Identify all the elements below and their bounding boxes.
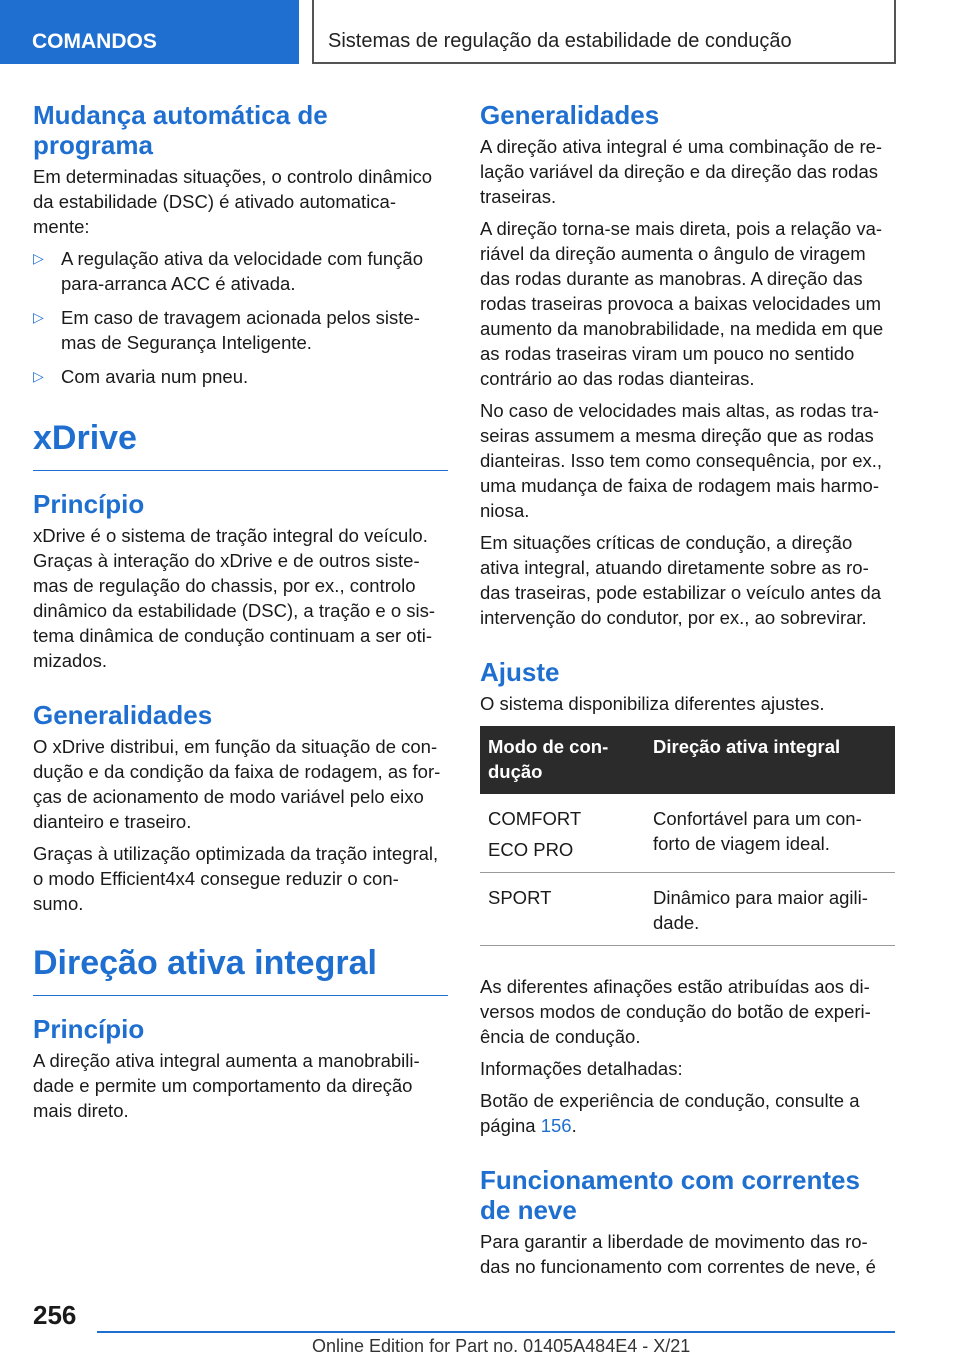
page-number: 256	[33, 1300, 77, 1330]
section-heading-principio: Princípio	[33, 1014, 145, 1044]
table-header-row	[480, 726, 895, 794]
paragraph: A direção ativa integral aumenta a manobrabili-dade e permite um comportamento da direção mais direto.	[33, 1050, 420, 1121]
page-header	[0, 0, 960, 66]
paragraph: Informações detalhadas:	[480, 1058, 683, 1079]
paragraph: Botão de experiência de condução, consulte a página 156.	[480, 1090, 860, 1136]
paragraph: xDrive é o sistema de tração integral do veículo. Graças à interação do xDrive e de outros siste-mas de regulação do chassis, por ex., controlo dinâmico da estabilidade (DSC), a tração e o sis-tema dinâmica de condução continuam a ser oti-mizados.	[33, 525, 436, 671]
paragraph: No caso de velocidades mais altas, as rodas tra-seiras assumem a mesma direção que as rodas dianteiras. Isso tem como consequência, por ex., uma mudança de faixa de rodagem mais harmo-niosa.	[480, 400, 883, 521]
paragraph: Para garantir a liberdade de movimento das ro-das no funcionamento com correntes de neve, é	[480, 1231, 876, 1277]
triangle-bullet-icon: ▷	[33, 368, 44, 384]
section-heading-mudanca: Mudança automática de programa	[33, 100, 328, 160]
list-item: ▷ Com avaria num pneu.	[33, 366, 249, 387]
table-cell: COMFORT ECO PRO	[480, 794, 645, 873]
table-cell: Confortável para um con-forto de viagem ideal.	[645, 794, 895, 873]
section-tab: COMANDOS	[0, 0, 299, 64]
section-heading-funcionamento: Funcionamento com correntes de neve	[480, 1165, 860, 1225]
section-heading-generalidades: Generalidades	[33, 700, 213, 730]
section-heading-generalidades: Generalidades	[480, 100, 660, 130]
section-heading-ajuste: Ajuste	[480, 657, 560, 687]
paragraph: A direção ativa integral é uma combinação de re-lação variável da direção e da direção das rodas traseiras.	[480, 136, 883, 207]
list-item: ▷ A regulação ativa da velocidade com função para-arranca ACC é ativada.	[33, 248, 424, 294]
chapter-heading-xdrive: xDrive	[33, 418, 448, 471]
paragraph: O xDrive distribui, em função da situação de con-dução e da condição da faixa de rodagem, as for-ças de acionamento de modo variável pelo eixo dianteiro e traseiro.	[33, 736, 441, 832]
bullet-list	[33, 246, 448, 389]
paragraph: O sistema disponibiliza diferentes ajustes.	[480, 693, 825, 714]
section-heading-principio: Princípio	[33, 489, 145, 519]
left-column	[33, 100, 448, 1130]
triangle-bullet-icon: ▷	[33, 250, 44, 266]
table-row	[480, 873, 895, 946]
footer-divider	[97, 1331, 895, 1333]
paragraph: Em situações críticas de condução, a direção ativa integral, atuando diretamente sobre as ro-das traseiras, pode estabilizar o veículo antes da intervenção do condutor, por ex., ao sobrevirar.	[480, 532, 882, 628]
paragraph: Em determinadas situações, o controlo dinâmico da estabilidade (DSC) é ativado automatica-mente:	[33, 166, 432, 237]
column-header: Direção ativa integral	[645, 726, 895, 794]
table-cell: Dinâmico para maior agili-dade.	[645, 873, 895, 946]
triangle-bullet-icon: ▷	[33, 309, 44, 325]
paragraph: A direção torna-se mais direta, pois a relação va-riável da direção aumenta o ângulo de viragem das rodas durante as manobras. A direção das rodas traseiras provoca a baixas velocidades um aumento da manobrabilidade, na medida em que as rodas traseiras viram um pouco no sentido contrário ao das rodas dianteiras.	[480, 218, 884, 389]
paragraph: As diferentes afinações estão atribuídas aos di-versos modos de condução do botão de experi-ência de condução.	[480, 976, 871, 1047]
footer-edition: Online Edition for Part no. 01405A484E4 - X/21	[312, 1336, 691, 1356]
table-cell: SPORT	[480, 873, 645, 946]
table-row	[480, 794, 895, 873]
chapter-title: Sistemas de regulação da estabilidade de condução	[312, 0, 896, 64]
page-reference-link[interactable]: 156	[540, 1115, 572, 1136]
settings-table	[480, 726, 895, 946]
column-header: Modo de con-dução	[480, 726, 645, 794]
paragraph: Graças à utilização optimizada da tração integral, o modo Efficient4x4 consegue reduzir o con-sumo.	[33, 843, 439, 914]
chapter-heading-direcao: Direção ativa integral	[33, 943, 448, 996]
list-item: ▷ Em caso de travagem acionada pelos siste-mas de Segurança Inteligente.	[33, 307, 420, 353]
right-column	[480, 100, 895, 1286]
